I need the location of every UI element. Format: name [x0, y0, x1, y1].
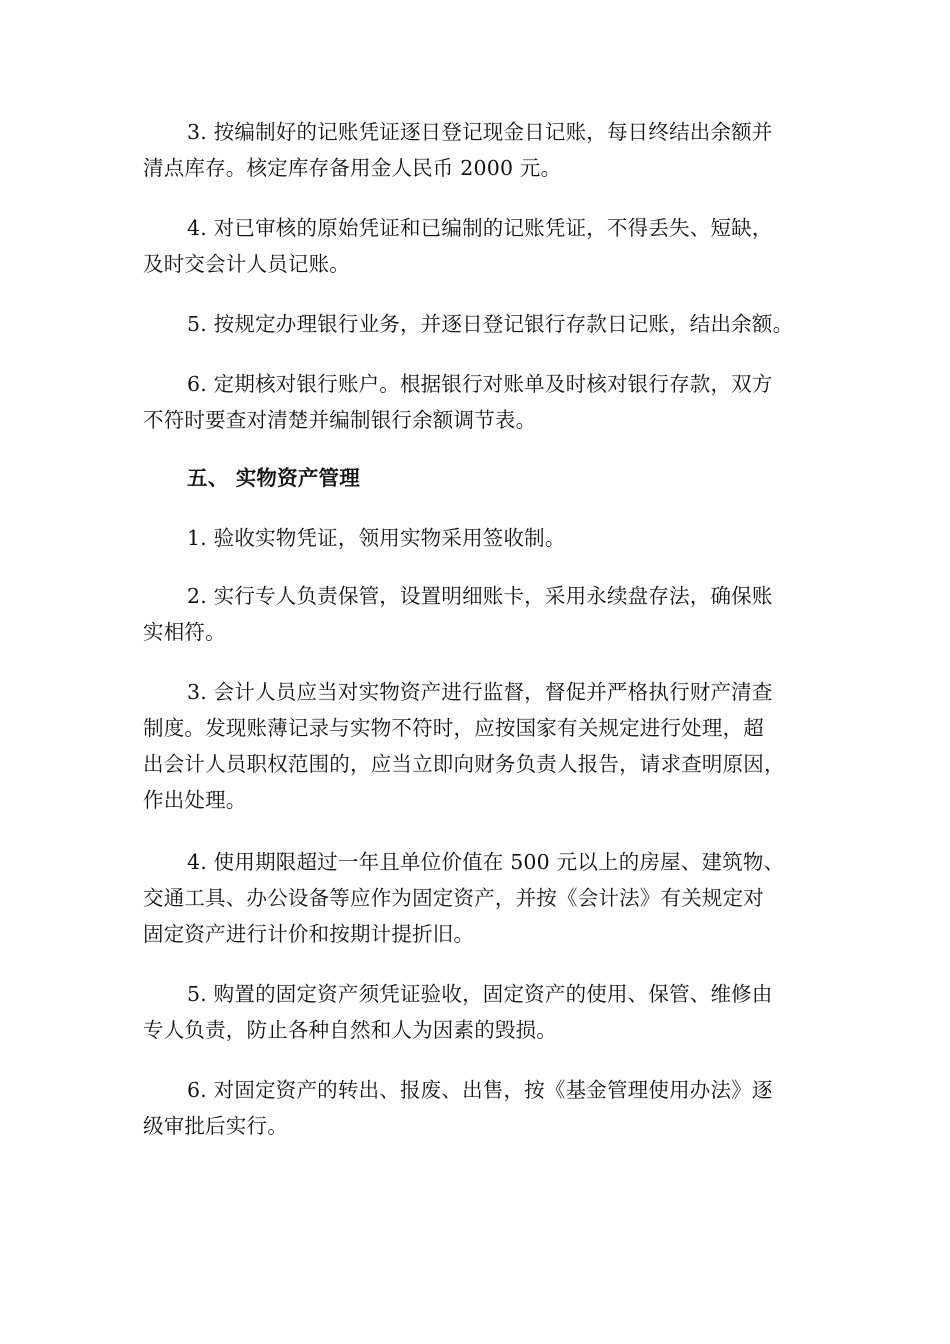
paragraph-line: 6. 定期核对银行账户。根据银行对账单及时核对银行存款，双方 — [187, 372, 773, 396]
paragraph-line: 6. 对固定资产的转出、报废、出售，按《基金管理使用办法》逐 — [187, 1078, 773, 1102]
paragraph-line: 4. 对已审核的原始凭证和已编制的记账凭证，不得丢失、短缺， — [187, 216, 773, 240]
paragraph-line: 作出处理。 — [143, 788, 247, 812]
paragraph-line: 制度。发现账薄记录与实物不符时，应按国家有关规定进行处理，超 — [143, 716, 764, 740]
paragraph-asset-disposal — [143, 1072, 813, 1144]
paragraph-receipt — [143, 520, 813, 556]
paragraph-custody — [143, 578, 813, 650]
paragraph-line: 实相符。 — [143, 620, 226, 644]
paragraph-line: 清点库存。核定库存备用金人民币 2000 元。 — [143, 156, 562, 180]
paragraph-line: 3. 按编制好的记账凭证逐日登记现金日记账，每日终结出余额并 — [187, 120, 773, 144]
paragraph-line: 4. 使用期限超过一年且单位价值在 500 元以上的房屋、建筑物、 — [187, 850, 785, 874]
paragraph-line: 及时交会计人员记账。 — [143, 252, 350, 276]
paragraph-line: 交通工具、办公设备等应作为固定资产，并按《会计法》有关规定对 — [143, 886, 764, 910]
paragraph-line: 专人负责，防止各种自然和人为因素的毁损。 — [143, 1018, 557, 1042]
paragraph-fixed-assets — [143, 844, 813, 952]
paragraph-line: 固定资产进行计价和按期计提折旧。 — [143, 922, 475, 946]
paragraph-cash-journal — [143, 114, 813, 186]
paragraph-asset-purchase — [143, 976, 813, 1048]
paragraph-line: 不符时要查对清楚并编制银行余额调节表。 — [143, 408, 537, 432]
paragraph-vouchers — [143, 210, 813, 282]
paragraph-supervision — [143, 674, 813, 818]
paragraph-line: 5. 按规定办理银行业务，并逐日登记银行存款日记账，结出余额。 — [187, 312, 794, 336]
paragraph-bank-business — [143, 306, 813, 342]
paragraph-bank-reconciliation — [143, 366, 813, 438]
paragraph-line: 出会计人员职权范围的，应当立即向财务负责人报告，请求查明原因， — [143, 752, 785, 776]
section-heading — [143, 460, 813, 496]
section-heading-text: 五、 实物资产管理 — [187, 466, 360, 490]
paragraph-line: 5. 购置的固定资产须凭证验收，固定资产的使用、保管、维修由 — [187, 982, 773, 1006]
paragraph-line: 1. 验收实物凭证，领用实物采用签收制。 — [187, 526, 566, 550]
paragraph-line: 2. 实行专人负责保管，设置明细账卡，采用永续盘存法，确保账 — [187, 584, 773, 608]
paragraph-line: 级审批后实行。 — [143, 1114, 288, 1138]
paragraph-line: 3. 会计人员应当对实物资产进行监督，督促并严格执行财产清查 — [187, 680, 773, 704]
